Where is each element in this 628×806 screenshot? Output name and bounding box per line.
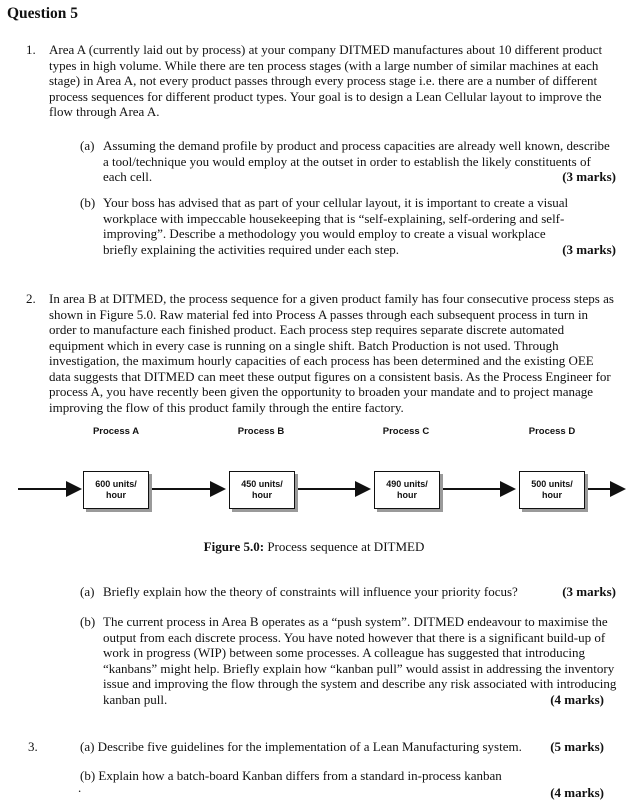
q1a-label: (a) xyxy=(80,138,95,153)
q2b xyxy=(80,614,620,710)
process-a-unit: hour xyxy=(106,490,126,500)
question-title: Question 5 xyxy=(7,5,79,22)
q2-number: 2. xyxy=(26,291,36,306)
process-c-capacity: 490 units/ xyxy=(386,479,428,489)
q3a-text: (a) Describe five guidelines for the implementation of a Lean Manufacturing system. xyxy=(80,739,522,754)
process-d-capacity: 500 units/ xyxy=(531,479,573,489)
q3a-marks: (5 marks) xyxy=(550,739,604,754)
process-b-box xyxy=(229,471,295,509)
q2a-label: (a) xyxy=(80,584,95,599)
q1b xyxy=(80,195,620,261)
q1-intro: Area A (currently laid out by process) at your company DITMED manufactures about 10 different product types in high volume. While there are ten process stages (with a large number of similar machines at each stage) in Area A, not every product passes through every process stage i.e. there are a number of different process sequences for different product types. Your goal is to design a Lean Cellular layout to improve the flow through Area A. xyxy=(49,42,603,119)
process-c-unit: hour xyxy=(397,490,417,500)
process-b-label: Process B xyxy=(237,426,285,437)
process-a-box xyxy=(83,471,149,509)
figure-caption xyxy=(0,539,628,555)
process-figure xyxy=(0,420,628,530)
q2a xyxy=(80,584,620,602)
q1a xyxy=(80,138,620,188)
q3b-marks: (4 marks) xyxy=(550,785,604,800)
process-d-box xyxy=(519,471,585,509)
q1b-text: Your boss has advised that as part of your cellular layout, it is important to create a visual workplace with impeccable housekeeping that is “self-explaining, self-ordering and self-improving”. Describe a methodology you would employ to create a visual workplace briefly explaining the activities required under each step. xyxy=(103,195,569,257)
q3b-text: (b) Explain how a batch-board Kanban differs from a standard in-process kanban xyxy=(80,768,502,783)
q1a-text: Assuming the demand profile by product and process capacities are already well known, describe a tool/technique you would employ at the outset in order to establish the likely constituents of each cell. xyxy=(103,138,610,184)
q1a-marks: (3 marks) xyxy=(562,169,616,184)
process-a-capacity: 600 units/ xyxy=(95,479,137,489)
q2-intro: In area B at DITMED, the process sequence for a given product family has four consecutive process steps as shown in Figure 5.0. Raw material fed into Process A passes through each subsequent process in turn in order to manufacture each finished product. Each process step requires separate discrete automated equipment which in every case is running on a single shift. Batch Production is not used. Through investigation, the maximum hourly capacities of each process has been determined and the existing OEE data suggests that DITMED can meet these output figures on a consistent basis. As the Process Engineer for process A, you have recently been given the opportunity to broaden your mandate and to project manage improving the flow of this product family through the entire factory. xyxy=(49,291,614,415)
process-d-unit: hour xyxy=(542,490,562,500)
process-a-label: Process A xyxy=(92,426,140,437)
q2b-text: The current process in Area B operates as a “push system”. DITMED endeavour to maximise the output from each discrete process. You have noted however that there is a significant build-up of work in progress (WIP) between some processes. A colleague has suggested that introducing “kanbans” might help. Briefly explain how “kanban pull” would assist in addressing the inventory issue and improving the flow through the system and describe any risk associated with introducing kanban pull. xyxy=(103,614,617,707)
q2b-label: (b) xyxy=(80,614,96,629)
q2a-text: Briefly explain how the theory of constraints will influence your priority focus? xyxy=(103,584,518,599)
q2a-marks: (3 marks) xyxy=(562,584,616,599)
process-b-capacity: 450 units/ xyxy=(241,479,283,489)
process-b-unit: hour xyxy=(252,490,272,500)
q3b-dot: . xyxy=(78,780,82,795)
process-d-label: Process D xyxy=(528,426,576,437)
q2b-marks: (4 marks) xyxy=(550,692,604,707)
q1b-marks: (3 marks) xyxy=(562,242,616,257)
process-c-label: Process C xyxy=(382,426,430,437)
figure-caption-label: Figure 5.0: xyxy=(203,539,265,554)
process-c-box xyxy=(374,471,440,509)
q1b-label: (b) xyxy=(80,195,96,210)
q3-number: 3. xyxy=(28,739,38,754)
figure-caption-text: Process sequence at DITMED xyxy=(264,539,425,554)
q1-number: 1. xyxy=(26,42,36,57)
